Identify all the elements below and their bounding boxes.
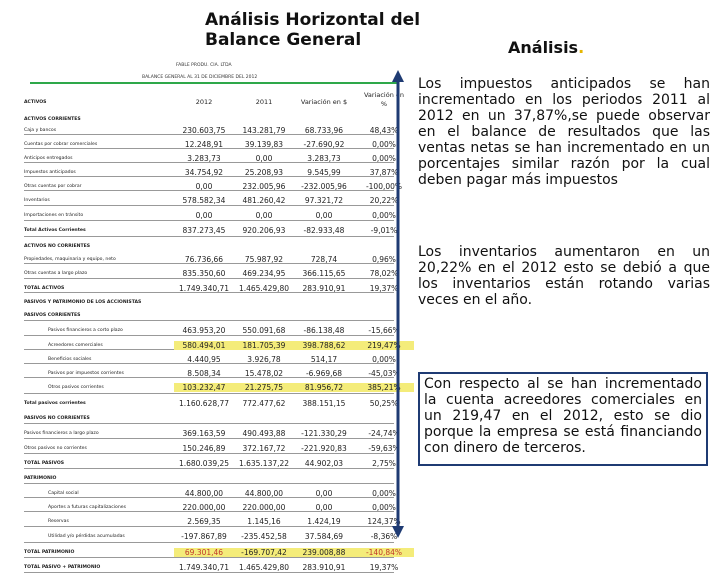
table-row: [24, 324, 400, 338]
value-2012: 3.283,73: [187, 154, 221, 163]
green-divider: [30, 82, 398, 84]
value-2012: 4.440,95: [187, 355, 221, 364]
table-row: [24, 180, 403, 194]
value-2012: 0,00: [195, 211, 213, 220]
value-2011: 21.275,75: [234, 383, 294, 392]
variation-amount: 239.008,88: [294, 548, 354, 557]
value-2011: 772.477,62: [242, 399, 286, 408]
row-label: Otras cuentas a largo plazo: [24, 271, 88, 276]
variation-amount: 97.321,72: [304, 196, 344, 205]
variation-percent: 19,37%: [369, 563, 399, 572]
value-2011: 490.493,88: [242, 429, 286, 438]
variation-percent: -59,63%: [368, 444, 400, 453]
table-row: [24, 427, 400, 441]
row-label: TOTAL ACTIVOS: [24, 286, 65, 291]
variation-percent: 219,47%: [354, 341, 414, 350]
value-2012: 34.754,92: [184, 168, 224, 177]
value-2012: 580.494,01: [174, 341, 234, 350]
table-row: [24, 412, 394, 426]
note-inventarios: Los inventarios aumentaron en un 20,22% en el 2012 esto se debió a que los inventarios están rotando varias veces en el año.: [418, 244, 710, 308]
row-label: Capital social: [48, 491, 79, 496]
value-2012: 220.000,00: [182, 503, 226, 512]
row-label: PASIVOS CORRIENTES: [24, 313, 81, 318]
value-2012: 369.163,59: [182, 429, 226, 438]
row-label: Total pasivos corrientes: [24, 401, 86, 406]
value-2011: 181.705,39: [234, 341, 294, 350]
value-2012: 1.749.340,71: [178, 563, 230, 572]
variation-percent: -45,03%: [368, 369, 400, 378]
table-row: [24, 224, 398, 238]
variation-amount: 398.788,62: [294, 341, 354, 350]
variation-amount: 68.733,96: [304, 126, 344, 135]
table-row: [24, 282, 399, 296]
table-row: [24, 240, 394, 254]
row-label: Reservas: [48, 519, 69, 524]
value-2012: 76.736,66: [184, 255, 224, 264]
table-row: [24, 253, 394, 267]
row-label: Anticipos entregados: [24, 156, 73, 161]
table-row: [24, 152, 394, 166]
value-2012: 2.569,35: [187, 517, 221, 526]
variation-amount: -6.969,68: [305, 369, 343, 378]
value-2011: 44.800,00: [244, 489, 284, 498]
row-label: PASIVOS Y PATRIMONIO DE LOS ACCIONISTAS: [24, 300, 142, 305]
variation-amount: 0,00: [315, 211, 333, 220]
variation-amount: -86.138,48: [303, 326, 345, 335]
value-2011: 15.478,02: [244, 369, 284, 378]
table-header-row: [24, 91, 405, 110]
value-2011: -235.452,58: [241, 532, 287, 541]
value-2011: 220.000,00: [242, 503, 286, 512]
value-2011: 3.926,78: [247, 355, 281, 364]
variation-amount: 1.424,19: [307, 517, 341, 526]
value-2012: 69.301,46: [174, 548, 234, 557]
row-label: TOTAL PASIVOS: [24, 461, 65, 466]
variation-percent: 124,37%: [367, 517, 401, 526]
variation-amount: 44.902,03: [304, 459, 344, 468]
header-var-pct-line2: %: [380, 100, 388, 108]
value-2011: 469.234,95: [242, 269, 286, 278]
value-2012: 837.273,45: [182, 226, 226, 235]
table-row: [24, 353, 394, 367]
row-label: Cuentas por cobrar comerciales: [24, 142, 98, 147]
table-row: [24, 309, 394, 323]
value-2012: 230.603,75: [182, 126, 226, 135]
row-label: Total Activos Corrientes: [24, 228, 86, 233]
row-label: Pasivos financieros a largo plazo: [24, 431, 99, 436]
variation-percent: 0,00%: [372, 140, 396, 149]
row-label: Otros pasivos no corrientes: [24, 446, 87, 451]
value-2011: 372.167,72: [242, 444, 286, 453]
variation-percent: 37,87%: [369, 168, 399, 177]
variation-amount: 366.115,65: [302, 269, 346, 278]
variation-amount: 283.910,91: [302, 563, 346, 572]
value-2012: 8.508,34: [187, 369, 221, 378]
row-label: Pasivos financieros a corto plazo: [48, 328, 123, 333]
value-2011: -169.707,42: [234, 548, 294, 557]
value-2011: 1.465.429,80: [238, 284, 290, 293]
row-label: Utilidad y/o pérdidas acumuladas: [48, 534, 125, 539]
variation-amount: 283.910,91: [302, 284, 346, 293]
variation-percent: -100,00%: [365, 182, 403, 191]
page-title: Análisis Horizontal del Balance General: [205, 10, 421, 50]
table-row: [24, 166, 399, 180]
table-row: [24, 209, 394, 223]
value-2011: 39.139,83: [244, 140, 284, 149]
variation-amount: -82.933,48: [303, 226, 345, 235]
value-2011: 481.260,42: [242, 196, 286, 205]
value-2012: -197.867,89: [181, 532, 227, 541]
row-label: Importaciones en tránsito: [24, 213, 84, 218]
row-label: PASIVOS NO CORRIENTES: [24, 416, 90, 421]
table-row: [24, 381, 401, 395]
variation-amount: 81.956,72: [294, 383, 354, 392]
variation-percent: 19,37%: [369, 284, 399, 293]
value-2012: 12.248,91: [184, 140, 224, 149]
variation-percent: -8,36%: [370, 532, 398, 541]
value-2011: 1.465.429,80: [238, 563, 290, 572]
variation-amount: 728,74: [310, 255, 338, 264]
value-2012: 1.680.039,25: [178, 459, 230, 468]
variation-percent: -140,84%: [354, 548, 414, 557]
variation-amount: -121.330,29: [301, 429, 347, 438]
value-2012: 44.800,00: [184, 489, 224, 498]
value-2011: 25.208,93: [244, 168, 284, 177]
row-label: PATRIMONIO: [24, 476, 57, 481]
value-2011: 1.635.137,22: [238, 459, 290, 468]
table-row: [24, 138, 394, 152]
value-2012: 463.953,20: [182, 326, 226, 335]
header-2011: 2011: [255, 98, 273, 106]
variation-percent: 0,00%: [372, 154, 396, 163]
analysis-title-text: Análisis: [508, 38, 579, 57]
balance-header: BALANCE GENERAL AL 31 DE DICIEMBRE DEL 2012: [142, 75, 258, 80]
value-2011: 1.145,16: [247, 517, 281, 526]
value-2011: 550.091,68: [242, 326, 286, 335]
variation-percent: 0,00%: [372, 211, 396, 220]
row-label: TOTAL PATRIMONIO: [24, 550, 75, 555]
table-row: [24, 457, 394, 471]
variation-amount: 388.151,15: [302, 399, 346, 408]
variation-amount: 0,00: [315, 503, 333, 512]
value-2012: 835.350,60: [182, 269, 226, 278]
variation-percent: 78,02%: [369, 269, 399, 278]
row-label: Impuestos anticipados: [24, 170, 76, 175]
vertical-double-arrow-icon: [392, 70, 404, 538]
value-2012: 578.582,34: [182, 196, 226, 205]
value-2012: 103.232,47: [174, 383, 234, 392]
header-var-pct: [354, 91, 414, 109]
table-row: [24, 367, 400, 381]
row-label: ACTIVOS CORRIENTES: [24, 117, 81, 122]
variation-percent: -24,74%: [368, 429, 400, 438]
variation-percent: 50,25%: [369, 399, 399, 408]
header-var-pct-line1: Variación en: [363, 91, 405, 99]
table-row: [24, 472, 394, 486]
table-row: [24, 296, 394, 310]
row-label: Propiedades, maquinaria y equipo, neto: [24, 257, 116, 262]
variation-percent: 0,00%: [372, 355, 396, 364]
row-label: Otras cuentas por cobrar: [24, 184, 82, 189]
variation-percent: 385,21%: [354, 383, 414, 392]
table-row: [24, 442, 400, 456]
value-2011: 232.005,96: [242, 182, 286, 191]
variation-percent: 0,00%: [372, 503, 396, 512]
variation-percent: 2,75%: [372, 459, 396, 468]
header-2012: 2012: [195, 98, 213, 106]
value-2011: 920.206,93: [242, 226, 286, 235]
analysis-title: [508, 38, 584, 57]
row-label: ACTIVOS NO CORRIENTES: [24, 244, 91, 249]
value-2011: 75.987,92: [244, 255, 284, 264]
variation-amount: 9.545,99: [307, 168, 341, 177]
row-label: Pasivos por impuestos corrientes: [48, 371, 124, 376]
table-row: [24, 124, 399, 138]
variation-percent: 0,96%: [372, 255, 396, 264]
table-row: [24, 501, 394, 515]
table-row: [24, 339, 401, 353]
row-label: Caja y bancos: [24, 128, 57, 133]
header-activos: ACTIVOS: [24, 100, 47, 105]
table-row: [24, 194, 399, 208]
variation-percent: 20,22%: [369, 196, 399, 205]
table-row: [24, 515, 401, 529]
variation-percent: -9,01%: [370, 226, 398, 235]
variation-amount: 37.584,69: [304, 532, 344, 541]
analysis-title-dot: .: [578, 38, 585, 57]
row-label: Aportes a futuras capitalizaciones: [48, 505, 126, 510]
table-row: [24, 561, 399, 575]
row-label: Inventarios: [24, 198, 50, 203]
value-2012: 1.160.628,77: [178, 399, 230, 408]
row-label: Otros pasivos corrientes: [48, 385, 104, 390]
table-row: [24, 530, 398, 544]
variation-amount: -27.690,92: [303, 140, 345, 149]
variation-amount: 3.283,73: [307, 154, 341, 163]
variation-percent: 48,43%: [369, 126, 399, 135]
variation-percent: 0,00%: [372, 489, 396, 498]
value-2011: 143.281,79: [242, 126, 286, 135]
table-row: [24, 546, 403, 560]
header-var-abs: Variación en $: [300, 98, 348, 106]
company-name: FABLE PRODU. CIA. LTDA: [176, 63, 232, 68]
value-2012: 0,00: [195, 182, 213, 191]
value-2012: 150.246,89: [182, 444, 226, 453]
table-row: [24, 397, 399, 411]
row-label: Acreedores comerciales: [48, 343, 103, 348]
value-2011: 0,00: [255, 211, 273, 220]
value-2012: 1.749.340,71: [178, 284, 230, 293]
table-row: [24, 487, 394, 501]
table-row: [24, 267, 399, 281]
row-label: TOTAL PASIVO + PATRIMONIO: [24, 565, 101, 570]
note-acreedores: Con respecto al se han incrementado la cuenta acreedores comerciales en un 219,47 en el 2012, esto se dio porque la empresa se está financiando con dinero de terceros.: [418, 372, 708, 466]
value-2011: 0,00: [255, 154, 273, 163]
variation-amount: 0,00: [315, 489, 333, 498]
variation-amount: -221.920,83: [301, 444, 347, 453]
variation-amount: -232.005,96: [301, 182, 347, 191]
note-impuestos: Los impuestos anticipados se han incrementado en los periodos 2011 al 2012 en un 37,87%,se puede observar en el balance de resultados que las ventas netas se han incrementado en un porcentajes similar razón por la cual deben pagar más impuestos: [418, 76, 710, 188]
row-label: Beneficios sociales: [48, 357, 92, 362]
variation-percent: -15,66%: [368, 326, 400, 335]
variation-amount: 514,17: [310, 355, 338, 364]
